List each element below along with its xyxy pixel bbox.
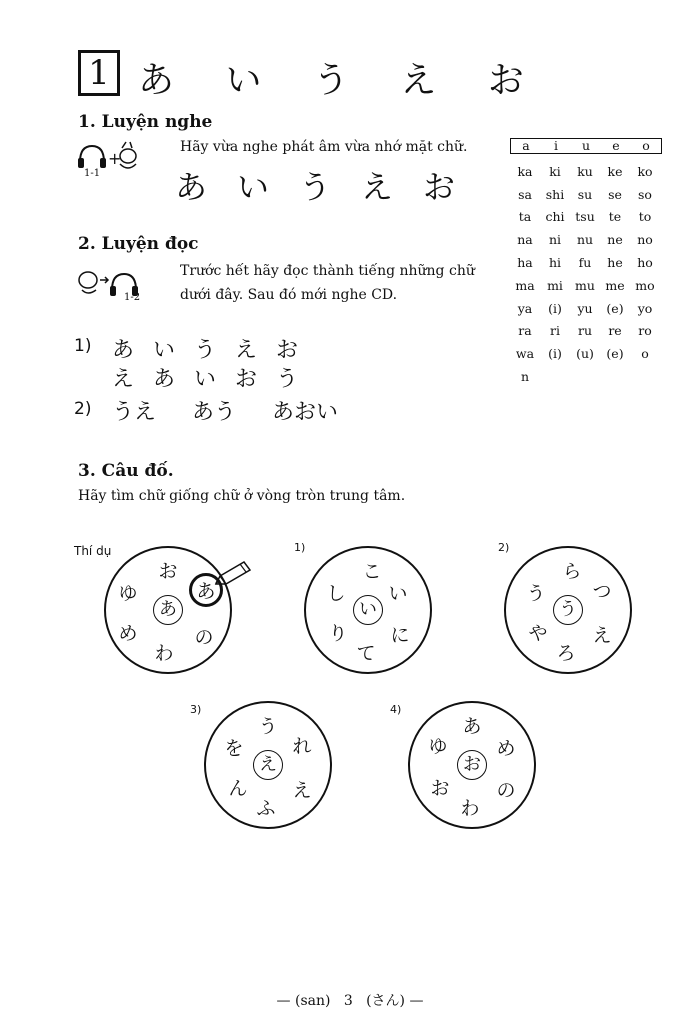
section3-heading: 3. Câu đố. bbox=[78, 461, 174, 481]
romaji-row bbox=[510, 160, 662, 183]
romaji-cell: mi bbox=[547, 277, 563, 293]
romaji-cell: (u) bbox=[576, 346, 594, 362]
puzzle-label: 3) bbox=[190, 703, 202, 716]
romaji-cell: so bbox=[638, 186, 652, 202]
puzzle-kana[interactable]: の bbox=[194, 626, 214, 649]
puzzle-kana[interactable]: お bbox=[158, 560, 178, 583]
kana-a: あ bbox=[175, 168, 208, 206]
puzzle-center-kana: あ bbox=[153, 595, 183, 625]
section1-instruction: Hãy vừa nghe phát âm vừa nhớ mặt chữ. bbox=[180, 139, 468, 155]
lesson-title bbox=[138, 52, 544, 103]
romaji-row bbox=[510, 251, 662, 274]
romaji-row bbox=[510, 320, 662, 343]
puzzle-kana[interactable]: れ bbox=[292, 735, 312, 758]
romaji-cell: (e) bbox=[606, 300, 624, 316]
puzzle-kana[interactable]: ら bbox=[562, 560, 582, 583]
romaji-header-cell: u bbox=[581, 138, 591, 153]
romaji-cell: (i) bbox=[548, 300, 562, 316]
romaji-cell: wa bbox=[515, 346, 535, 362]
puzzle-kana[interactable]: お bbox=[430, 777, 450, 800]
romaji-cell: na bbox=[517, 232, 533, 248]
romaji-cell: me bbox=[605, 277, 625, 293]
romaji-header-cell: a bbox=[522, 138, 530, 153]
romaji-row bbox=[510, 274, 662, 297]
puzzle-center-kana: え bbox=[253, 750, 283, 780]
title-kana-o: お bbox=[487, 60, 544, 101]
puzzle-kana[interactable]: て bbox=[356, 642, 376, 665]
romaji-cell: ha bbox=[517, 255, 533, 271]
puzzle-label: 2) bbox=[498, 541, 510, 554]
drill-1-line-2: え あ い お う bbox=[112, 367, 304, 392]
title-kana-a: あ bbox=[138, 60, 195, 101]
romaji-cell: ke bbox=[607, 163, 623, 179]
romaji-cell: he bbox=[607, 255, 623, 271]
romaji-cell: te bbox=[608, 209, 622, 225]
puzzle-kana[interactable]: え bbox=[292, 779, 312, 802]
puzzle-kana[interactable]: こ bbox=[362, 560, 382, 583]
lesson-number-box: 1 bbox=[78, 50, 120, 96]
romaji-cell: ya bbox=[517, 300, 533, 316]
romaji-header-row bbox=[510, 138, 662, 154]
romaji-cell: ta bbox=[518, 209, 532, 225]
section2-instruction-2: dưới đây. Sau đó mới nghe CD. bbox=[180, 287, 398, 303]
puzzle-center-kana: い bbox=[353, 595, 383, 625]
romaji-cell: ni bbox=[548, 232, 562, 248]
puzzle-kana[interactable]: う bbox=[526, 582, 546, 605]
puzzle-kana[interactable]: ゆ bbox=[118, 582, 138, 605]
romaji-cell: mo bbox=[635, 277, 655, 293]
puzzle-kana[interactable]: の bbox=[496, 779, 516, 802]
section1-kana-row bbox=[175, 162, 455, 208]
romaji-cell: tsu bbox=[575, 209, 595, 225]
kana-u: う bbox=[298, 168, 331, 206]
kana-o: お bbox=[422, 168, 455, 206]
romaji-cell: su bbox=[577, 186, 593, 202]
track-number-2: 1-2 bbox=[124, 292, 141, 303]
puzzle-kana[interactable]: ゆ bbox=[428, 735, 448, 758]
romaji-row bbox=[510, 206, 662, 229]
romaji-table bbox=[510, 138, 662, 388]
section1-heading: 1. Luyện nghe bbox=[78, 112, 213, 132]
romaji-cell: nu bbox=[576, 232, 594, 248]
puzzle-center-kana: お bbox=[457, 750, 487, 780]
puzzle-kana[interactable]: あ bbox=[196, 580, 216, 603]
svg-text:+: + bbox=[108, 149, 122, 168]
drill-1-line-1: あ い う え お bbox=[112, 338, 304, 363]
romaji-cell: hi bbox=[548, 255, 562, 271]
romaji-cell: no bbox=[637, 232, 653, 248]
puzzle-kana[interactable]: あ bbox=[462, 715, 482, 738]
romaji-cell: ri bbox=[550, 323, 560, 339]
drill-2-word-2: あう bbox=[192, 400, 237, 425]
romaji-cell: ma bbox=[515, 277, 535, 293]
romaji-cell: o bbox=[641, 346, 649, 362]
romaji-cell: sa bbox=[518, 186, 532, 202]
romaji-cell: re bbox=[608, 323, 622, 339]
section3-instruction: Hãy tìm chữ giống chữ ở vòng tròn trung tâm. bbox=[78, 488, 406, 504]
romaji-cell: ko bbox=[637, 163, 653, 179]
title-kana-u: う bbox=[312, 60, 369, 101]
puzzle-kana[interactable]: や bbox=[528, 622, 548, 645]
romaji-cell: (i) bbox=[548, 346, 562, 362]
romaji-cell: mu bbox=[575, 277, 595, 293]
kana-e: え bbox=[360, 168, 393, 206]
romaji-cell: ki bbox=[549, 163, 561, 179]
section2-instruction-1: Trước hết hãy đọc thành tiếng những chữ bbox=[180, 263, 475, 279]
romaji-cell: to bbox=[638, 209, 652, 225]
pencil-icon bbox=[212, 558, 256, 590]
romaji-cell: shi bbox=[545, 186, 565, 202]
romaji-cell: ka bbox=[517, 163, 533, 179]
puzzle-kana[interactable]: い bbox=[388, 582, 408, 605]
romaji-cell: se bbox=[608, 186, 622, 202]
track-number-1: 1-1 bbox=[84, 168, 101, 179]
romaji-row bbox=[510, 228, 662, 251]
romaji-cell: ho bbox=[637, 255, 653, 271]
puzzle-kana[interactable]: ん bbox=[228, 777, 248, 800]
romaji-cell: chi bbox=[545, 209, 565, 225]
romaji-header-cell: o bbox=[642, 138, 650, 153]
kana-i: い bbox=[236, 168, 269, 206]
drill-2-words bbox=[112, 395, 338, 426]
puzzle-kana[interactable]: り bbox=[328, 622, 348, 645]
title-kana-e: え bbox=[400, 60, 457, 101]
drill-1-number: 1) bbox=[74, 336, 92, 356]
romaji-cell: yu bbox=[577, 300, 593, 316]
romaji-header-cell: i bbox=[554, 138, 558, 153]
puzzle-kana[interactable]: め bbox=[118, 622, 138, 645]
title-kana-i: い bbox=[225, 60, 282, 101]
puzzle-kana[interactable]: ろ bbox=[556, 642, 576, 665]
puzzle-kana[interactable]: う bbox=[258, 715, 278, 738]
romaji-cell: yo bbox=[637, 300, 653, 316]
romaji-row bbox=[510, 365, 662, 388]
puzzle-kana[interactable]: わ bbox=[154, 642, 174, 665]
puzzle-kana[interactable]: え bbox=[592, 624, 612, 647]
puzzle-kana[interactable]: め bbox=[496, 737, 516, 760]
romaji-cell: n bbox=[520, 369, 530, 385]
drill-2-number: 2) bbox=[74, 399, 92, 419]
puzzle-center-kana: う bbox=[553, 595, 583, 625]
section2-heading: 2. Luyện đọc bbox=[78, 234, 199, 254]
romaji-row bbox=[510, 183, 662, 206]
puzzle-label: 1) bbox=[294, 541, 306, 554]
puzzle-kana[interactable]: を bbox=[224, 737, 244, 760]
romaji-cell: ro bbox=[638, 323, 652, 339]
romaji-cell: ru bbox=[577, 323, 593, 339]
romaji-cell: (e) bbox=[606, 346, 624, 362]
romaji-row bbox=[510, 297, 662, 320]
romaji-cell: ku bbox=[577, 163, 593, 179]
puzzle-kana[interactable]: つ bbox=[592, 580, 612, 603]
drill-2-word-1: うえ bbox=[112, 400, 157, 425]
puzzle-kana[interactable]: し bbox=[326, 582, 346, 605]
example-label: Thí dụ bbox=[74, 544, 112, 558]
romaji-cell: ne bbox=[607, 232, 623, 248]
puzzle-kana[interactable]: わ bbox=[460, 797, 480, 820]
romaji-row bbox=[510, 342, 662, 365]
puzzle-label: 4) bbox=[390, 703, 402, 716]
romaji-header-cell: e bbox=[612, 138, 620, 153]
puzzle-kana[interactable]: ふ bbox=[256, 797, 276, 820]
romaji-cell: ra bbox=[518, 323, 532, 339]
romaji-cell: fu bbox=[578, 255, 592, 271]
puzzle-kana[interactable]: に bbox=[390, 624, 410, 647]
page-footer: — (san) 3 (さん) — bbox=[276, 993, 424, 1009]
drill-2-word-3: あおい bbox=[272, 400, 339, 425]
